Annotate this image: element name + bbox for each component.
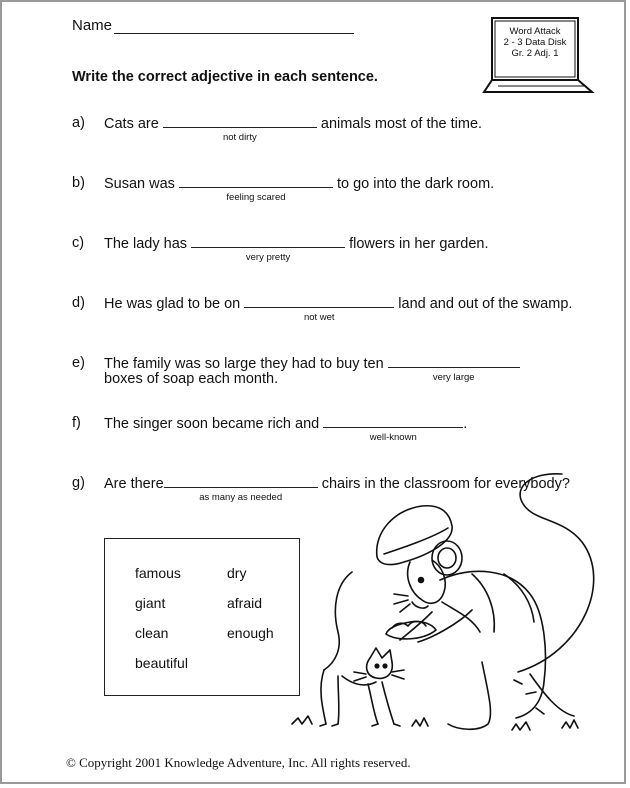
hint-label: well-known	[369, 432, 417, 443]
hint-label: not wet	[303, 312, 335, 323]
sentence-end: to go into the dark room.	[337, 176, 495, 192]
question-letter: g)	[72, 475, 85, 491]
sentence-start: The family was so large they had to buy ten	[104, 356, 384, 372]
question-letter: d)	[72, 295, 85, 311]
word-bank-item: enough	[227, 625, 274, 641]
badge-line: Word Attack	[509, 26, 561, 37]
answer-blank[interactable]	[179, 175, 333, 203]
word-bank-item: giant	[135, 595, 166, 611]
question-letter: e)	[72, 355, 85, 371]
sentence-start: Susan was	[104, 176, 175, 192]
question-letter: a)	[72, 115, 85, 131]
instructions: Write the correct adjective in each sentence.	[72, 69, 378, 85]
word-bank	[104, 538, 300, 696]
hint-label: feeling scared	[226, 192, 286, 203]
sentence-start: Are there	[104, 476, 164, 492]
sentence-end: chairs in the classroom for everybody?	[321, 476, 570, 492]
answer-blank[interactable]	[388, 355, 520, 383]
badge-text	[496, 26, 574, 59]
word-bank-item: dry	[227, 565, 247, 581]
sentence-start: He was glad to be on	[104, 296, 241, 312]
question-letter: c)	[72, 235, 85, 251]
sentence-continuation: boxes of soap each month.	[104, 371, 279, 387]
sentence-end: flowers in her garden.	[349, 236, 489, 252]
word-bank-item: afraid	[227, 595, 263, 611]
word-bank-item: beautiful	[135, 655, 188, 671]
hint-label: very pretty	[245, 252, 291, 263]
question-letter: b)	[72, 175, 85, 191]
badge-line: Gr. 2 Adj. 1	[511, 48, 559, 59]
sentence-start: The lady has	[104, 236, 188, 252]
copyright-notice: © Copyright 2001 Knowledge Adventure, Inc. All rights reserved.	[66, 755, 411, 770]
answer-blank[interactable]	[323, 415, 463, 443]
question-letter: f)	[72, 415, 81, 431]
hint-label: not dirty	[222, 132, 257, 143]
sentence-end: land and out of the swamp.	[398, 296, 573, 312]
hint-label: as many as needed	[199, 492, 283, 503]
hint-label: very large	[432, 372, 475, 383]
sentence-end: .	[463, 416, 468, 432]
sentence-end: animals most of the time.	[320, 116, 483, 132]
badge-line: 2 - 3 Data Disk	[503, 37, 567, 48]
word-bank-item: famous	[135, 565, 181, 581]
answer-blank[interactable]	[163, 115, 317, 143]
sentence-start: The singer soon became rich and	[104, 416, 320, 432]
name-label: Name	[72, 17, 113, 34]
answer-blank[interactable]	[244, 295, 394, 323]
answer-blank[interactable]	[191, 235, 345, 263]
mouse-and-cat-illustration	[282, 462, 602, 742]
sentence-start: Cats are	[104, 116, 159, 132]
name-blank-line[interactable]	[114, 33, 354, 34]
word-bank-item: clean	[135, 625, 169, 641]
